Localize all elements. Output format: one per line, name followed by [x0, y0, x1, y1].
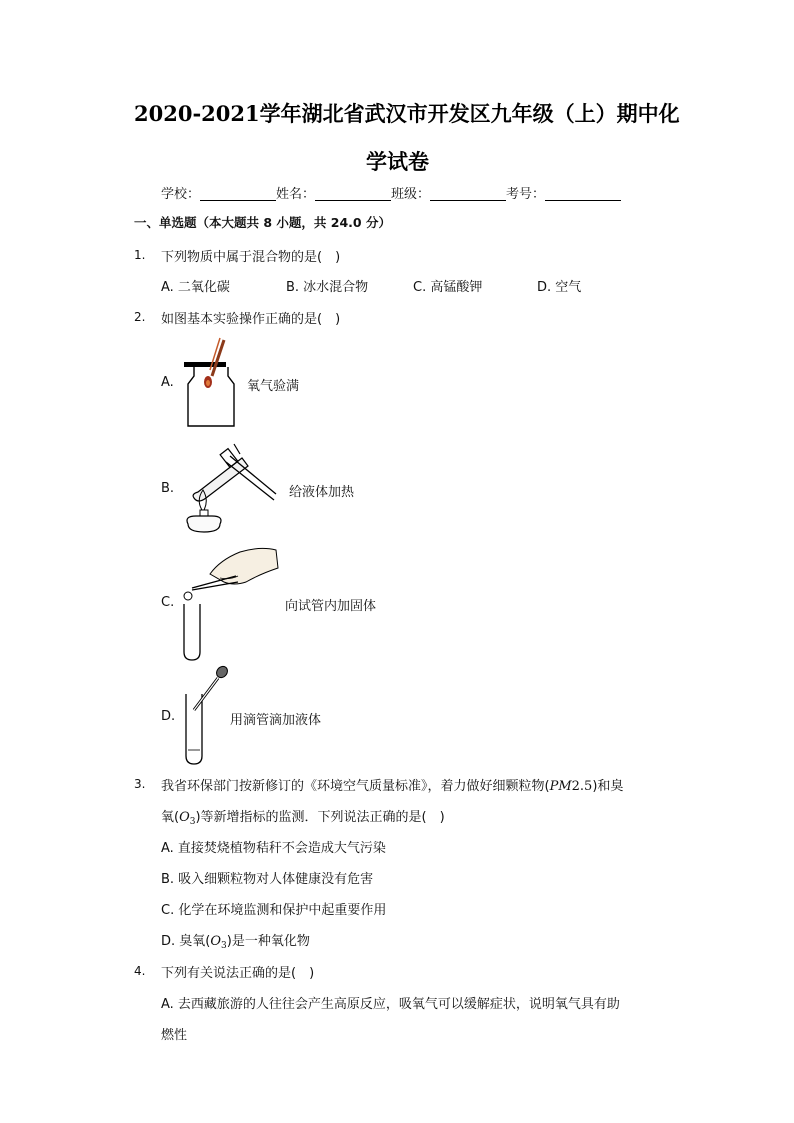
q3-option-d [161, 930, 310, 951]
q4-number: 4. [134, 964, 146, 978]
q3-o3-subscript: 3 [189, 817, 196, 827]
q1-number: 1. [134, 248, 146, 262]
section-heading: 一、单选题（本大题共 8 小题，共 24.0 分） [134, 215, 391, 230]
q2-stem: 如图基本实验操作正确的是( ) [161, 312, 341, 327]
q2-option-a-letter: A. [161, 375, 174, 390]
q1-option-b: B. 冰水混合物 [286, 280, 369, 295]
q1-stem: 下列物质中属于混合物的是( ) [161, 250, 341, 265]
q3-stem-part-a: 我省环保部门按新修订的《环境空气质量标准》，着力做好细颗粒物( [161, 779, 550, 794]
q2-option-b-label: 给液体加热 [289, 485, 355, 500]
q3-pm-value: 2.5 [571, 779, 593, 794]
add-solid-figure [180, 542, 280, 662]
q3-stem-line1 [161, 775, 623, 794]
school-blank [200, 186, 276, 201]
q4-stem: 下列有关说法正确的是( ) [161, 966, 315, 981]
q3-option-d-subscript: 3 [221, 941, 227, 951]
school-label: 学校： [161, 187, 201, 202]
q4-option-a-line1: A. 去西藏旅游的人往往会产生高原反应，吸氧气可以缓解症状，说明氧气具有助 [161, 997, 620, 1012]
dropper-figure [180, 664, 236, 768]
q3-stem-part-d: )等新增指标的监测．下列说法正确的是( ) [195, 810, 445, 825]
q3-option-d-part-b: )是一种氧化物 [226, 934, 310, 949]
q2-option-a-label: 氧气验满 [247, 379, 300, 394]
q3-option-a: A. 直接焚烧植物秸秆不会造成大气污染 [161, 841, 386, 856]
q3-number: 3. [134, 777, 146, 791]
name-label: 姓名： [276, 187, 316, 202]
class-label: 班级： [391, 187, 431, 202]
q3-option-d-o-symbol: O [210, 934, 222, 949]
number-blank [545, 186, 621, 201]
q2-option-b-letter: B. [161, 481, 175, 496]
q2-option-d-label: 用滴管滴加液体 [230, 713, 322, 728]
q2-option-c-label: 向试管内加固体 [285, 599, 377, 614]
q4-option-a-line2: 燃性 [161, 1028, 188, 1043]
q2-option-c-letter: C. [161, 595, 175, 610]
info-line [161, 183, 621, 202]
q3-option-c: C. 化学在环境监测和保护中起重要作用 [161, 903, 387, 918]
class-blank [430, 186, 506, 201]
oxygen-test-figure [180, 336, 240, 432]
q2-number: 2. [134, 310, 146, 324]
q2-option-d-letter: D. [161, 709, 176, 724]
page-title-line1: 2020-2021学年湖北省武汉市开发区九年级（上）期中化 [134, 101, 680, 126]
page-title-line2: 学试卷 [366, 149, 429, 174]
number-label: 考号： [506, 187, 546, 202]
q3-pm-symbol: PM [549, 779, 572, 794]
q1-option-d: D. 空气 [537, 280, 582, 295]
name-blank [315, 186, 391, 201]
q1-option-a: A. 二氧化碳 [161, 280, 230, 295]
q3-stem-part-b: )和臭 [592, 779, 624, 794]
q3-stem-part-c: 氧( [161, 810, 180, 825]
q1-option-c: C. 高锰酸钾 [413, 280, 483, 295]
q3-option-b: B. 吸入细颗粒物对人体健康没有危害 [161, 872, 374, 887]
q3-o3-symbol: O [179, 810, 190, 825]
q3-stem-line2 [161, 806, 445, 827]
liquid-heating-figure [176, 440, 280, 536]
q3-option-d-part-a: D. 臭氧( [161, 934, 211, 949]
